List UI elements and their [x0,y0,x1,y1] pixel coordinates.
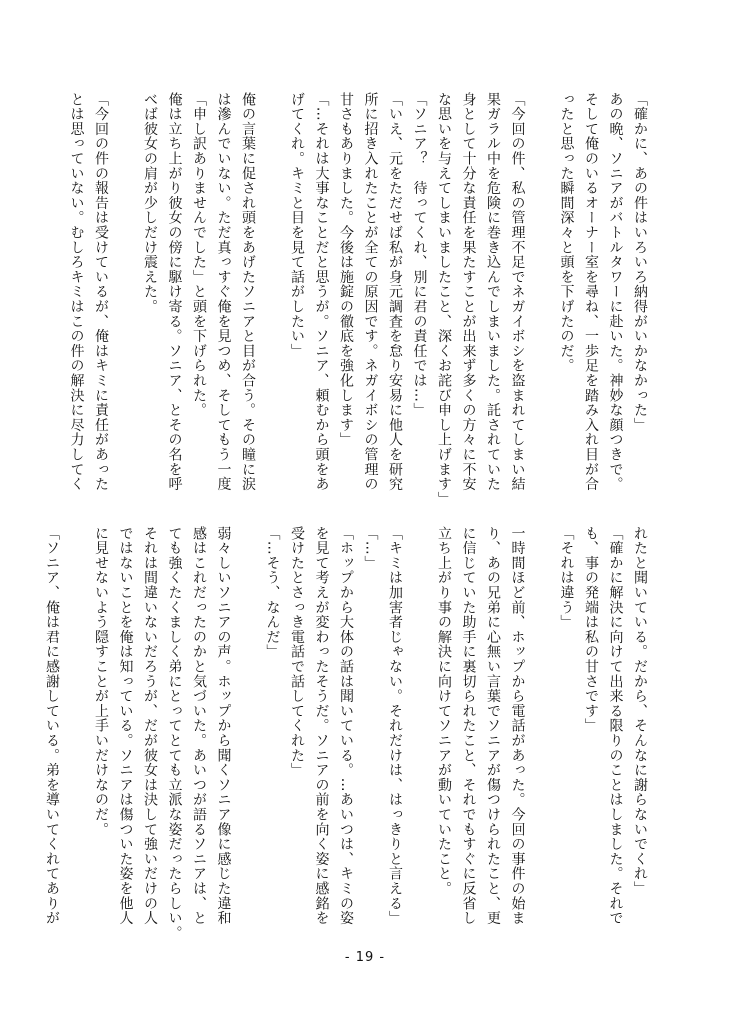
text-column: れたと聞いている。だから、そんなに謝らないでくれ」 [632,526,648,896]
text-block-upper [68,92,652,512]
text-column: ではないことを俺は知っている。ソニアは傷ついた姿を他人 [117,526,134,926]
text-column: 受けたとさっき電話で話してくれた」 [289,526,305,778]
text-column: 「ソニア、俺は君に感謝している。弟を導いてくれてありが [44,526,60,926]
text-column: あの晩、ソニアがバトルタワーに赴いた。神妙な顔つきで。 [607,92,624,492]
text-column: 「ホップから大体の話は聞いている。…あいつは、キミの姿 [338,526,354,926]
text-column: も、事の発端は私の甘さです」 [583,526,599,734]
text-column: 「確かに解決に向けて出来る限りのことはしました。それで [607,526,624,926]
text-column: 「それは違う」 [558,526,575,630]
text-column: 所に招き入れたことが全ての原因です。ネガイボシの管理の [362,92,379,492]
text-column: げてくれ。キミと目を見て話がしたい」 [289,92,305,359]
text-column: り、あの兄弟に心無い言葉でソニアが傷つけられたこと、更 [485,526,501,926]
text-column [260,92,285,512]
text-column: な思いを与えてしまいましたこと、深くお詫び申し上げます」 [436,92,452,507]
text-column: 「ソニア？ 待ってくれ、別に君の責任では…」 [411,92,428,418]
text-column: 弱々しいソニアの声。ホップから聞くソニア像に感じた違和 [215,526,232,926]
text-column: を見て考えが変わったそうだ。ソニアの前を向く姿に感銘を [313,526,330,926]
text-column: 一時間ほど前、ホップから電話があった。今回の事件の始ま [509,526,526,926]
text-column: 「…そう、なんだ」 [264,526,281,660]
text-column [530,526,555,934]
text-column [113,92,138,512]
text-column: 身として十分な責任を果たすことが出来ず多くの方々に不安 [460,92,477,492]
text-column [407,526,432,934]
text-column: それは間違いないだろうが、だが彼女は決して強いだけの人 [142,526,158,926]
text-column: 感はこれだったのかと気づいた。あいつが語るソニアは、と [191,526,207,926]
text-column: 「申し訳ありませんでした」と頭を下げられた。 [191,92,207,418]
text-column: 「今回の件の報告は受けているが、俺はキミに責任があった [93,92,109,492]
text-column: に信じていた助手に裏切られたこと、それでもすぐに反省し [460,526,477,926]
text-column: 「確かに、あの件はいろいろ納得がいかなかった」 [632,92,648,433]
text-column [236,526,261,934]
text-column: 「いえ、元をただせば私が身元調査を怠り安易に他人を研究 [387,92,403,492]
text-column: 「…それは大事なことだと思うが。ソニア、頼むから頭をあ [313,92,330,492]
text-column: ても強くたくましく弟にとってとても立派な姿だったらしい。 [166,526,183,941]
text-column: 「キミは加害者じゃない。それだけは、はっきりと言える」 [387,526,403,926]
text-column: に見せないよう隠すことが上手いだけなのだ。 [93,526,109,837]
text-column: 「今回の件、私の管理不足でネガイボシを盗まれてしまい結 [509,92,526,492]
text-column: べば彼女の肩が少しだけ震えた。 [142,92,158,314]
text-column: 俺の言葉に促され頭をあげたソニアと目が合う。その瞳に涙 [240,92,256,492]
text-column: とは思っていない。むしろキミはこの件の解決に尽力してく [68,92,85,492]
text-column: 「…」 [362,526,379,571]
text-column: 立ち上がり事の解決に向けてソニアが動いていたこと。 [436,526,452,896]
page-number: - 19 - [344,950,386,965]
text-column: ったと思った瞬間深々と頭を下げたのだ。 [558,92,575,374]
text-column [64,526,89,934]
text-column: 甘さもありました。今後は施錠の徹底を強化します」 [338,92,354,448]
text-column: 俺は立ち上がり彼女の傍に駆け寄る。ソニア、とその名を呼 [166,92,183,492]
text-column: は滲んでいない。ただ真っすぐ俺を見つめ、そしてもう一度 [215,92,232,492]
text-column: 果ガラル中を危険に巻き込んでしまいました。託されていた [485,92,501,492]
text-column [530,92,555,512]
text-column: そして俺のいるオーナー室を尋ね、一歩足を踏み入れ目が合 [583,92,599,492]
text-block-lower [44,526,652,941]
